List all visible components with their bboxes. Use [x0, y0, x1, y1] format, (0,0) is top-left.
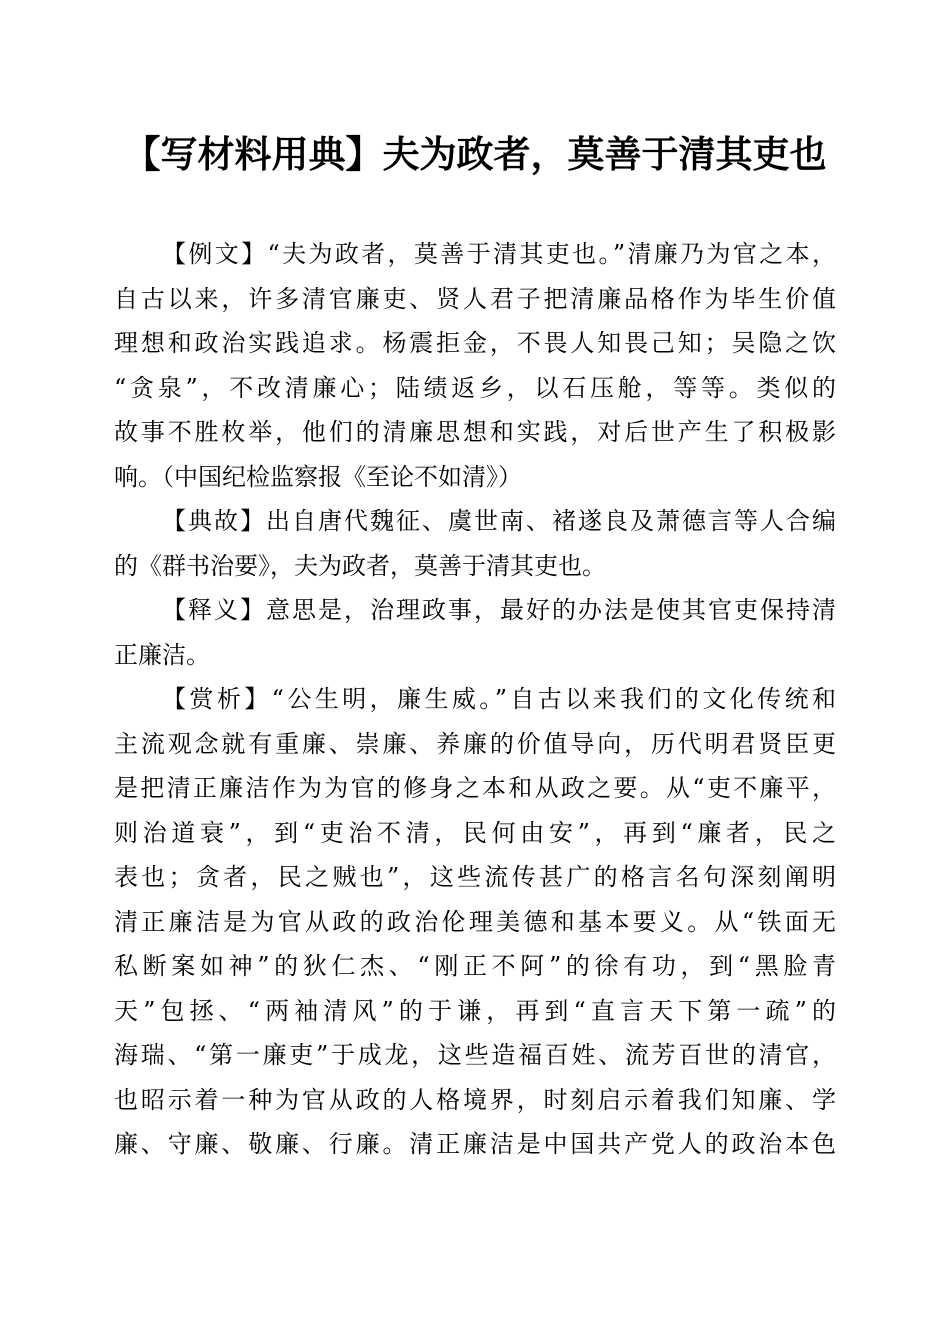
text-line: 【赏析】“公生明，廉生威。”自古以来我们的文化传统和 — [162, 685, 836, 713]
document-title: 【写材料用典】夫为政者，莫善于清其吏也 — [123, 132, 827, 176]
paragraph-liwen — [114, 232, 836, 499]
text-line: 私断案如神”的狄仁杰、“刚正不阿”的徐有功，到“黑脸青 — [114, 952, 836, 980]
text-line: 天”包拯、“两袖清风”的于谦，再到“直言天下第一疏”的 — [114, 996, 836, 1025]
text-line: 正廉洁。 — [114, 640, 210, 669]
paragraph-shangxi — [114, 677, 836, 1167]
text-line: 则治道衰”，到“吏治不清，民何由安”，再到“廉者，民之 — [114, 818, 836, 847]
text-line: 是把清正廉洁作为为官的修身之本和从政之要。从“吏不廉平， — [114, 774, 836, 802]
text-line: 海瑞、“第一廉吏”于成龙，这些造福百姓、流芳百世的清官， — [114, 1041, 836, 1069]
text-line: 廉、守廉、敬廉、行廉。清正廉洁是中国共产党人的政治本色 — [114, 1130, 836, 1158]
text-line: 自古以来，许多清官廉吏、贤人君子把清廉品格作为毕生价值 — [114, 284, 836, 313]
text-line: 理想和政治实践追求。杨震拒金，不畏人知畏己知；吴隐之饮 — [114, 329, 836, 357]
text-line: 【典故】出自唐代魏征、虞世南、褚遂良及萧德言等人合编 — [162, 507, 836, 535]
text-line: 也昭示着一种为官从政的人格境界，时刻启示着我们知廉、学 — [114, 1085, 836, 1114]
text-line: 的《群书治要》，夫为政者，莫善于清其吏也。 — [114, 551, 606, 580]
paragraph-diangu — [114, 499, 836, 588]
text-line: 响。（中国纪检监察报《至论不如清》） — [114, 462, 522, 491]
text-line: 主流观念就有重廉、崇廉、养廉的价值导向，历代明君贤臣更 — [114, 729, 836, 758]
text-line: “贪泉”，不改清廉心；陆绩返乡，以石压舱，等等。类似的 — [114, 373, 836, 402]
text-line: 【释义】意思是，治理政事，最好的办法是使其官吏保持清 — [162, 596, 836, 624]
text-line: 故事不胜枚举，他们的清廉思想和实践，对后世产生了积极影 — [114, 418, 836, 446]
text-line: 清正廉洁是为官从政的政治伦理美德和基本要义。从“铁面无 — [114, 907, 836, 936]
text-line: 【例文】“夫为政者，莫善于清其吏也。”清廉乃为官之本， — [162, 240, 836, 268]
text-line: 表也；贪者，民之贼也”，这些流传甚广的格言名句深刻阐明 — [114, 863, 836, 891]
document-body — [114, 232, 836, 1167]
paragraph-shiyi — [114, 588, 836, 677]
